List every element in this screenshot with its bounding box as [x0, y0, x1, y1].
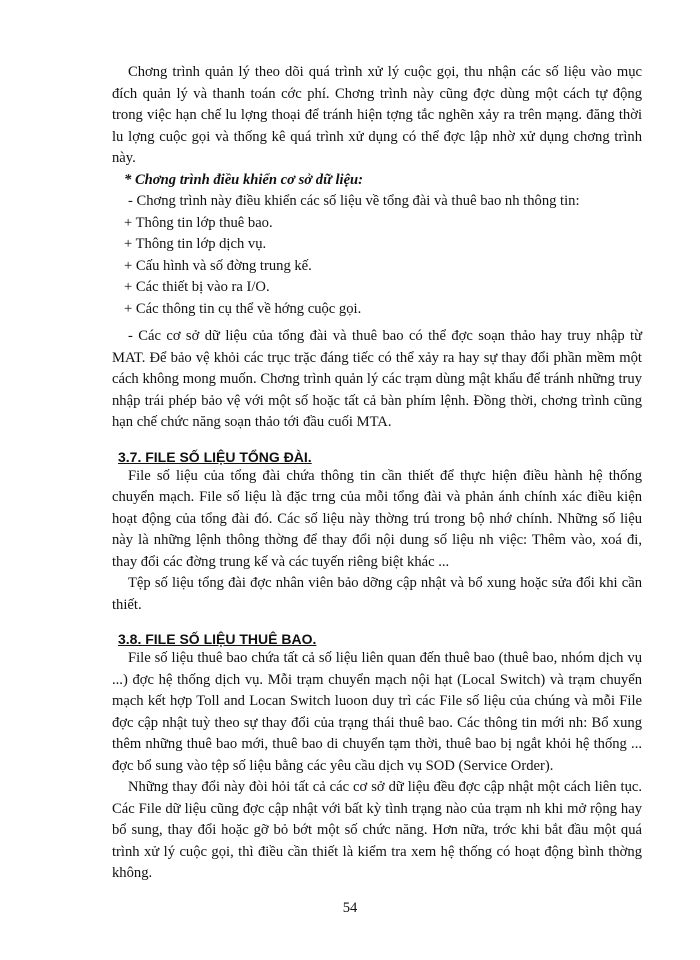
spacer — [112, 434, 642, 448]
database-control-paragraph: - Chơng trình này điều khiển các số liệu về tổng đài và thuê bao nh thông tin: — [128, 193, 580, 209]
database-protection-paragraph: - Các cơ sở dữ liệu của tổng đài và thuê bao có thể đợc soạn thảo hay truy nhập từ MAT. Để bảo vệ khỏi các trục trặc đáng tiếc có thể xảy ra hay sự thay đổi phần mềm một cách không mong muốn. Chơng trình quản lý các trạm dùng mật khẩu để tránh những truy nhập trái phép bảo vệ với một số hoặc tất cả bàn phím lệnh. Đồng thời, chơng trình cũng hạn chế chức năng soạn thảo tới đầu cuối MTA. — [112, 328, 642, 430]
page-number: 54 — [342, 900, 358, 916]
database-info-list — [112, 213, 642, 321]
spacer — [112, 616, 642, 630]
list-item: + Các thông tin cụ thể về hớng cuộc gọi. — [124, 300, 362, 317]
section-3-7-paragraph-1: File số liệu của tổng đài chứa thông tin cần thiết để thực hiện điều hành hệ thống chuyển mạch. File số liệu là đặc trng của mỗi tổng đài và phản ánh chính xác điều kiện hoạt động của tổng đài đó. Các số liệu này thờng trú trong bộ nhớ chính. Những số liệu này là những lệnh thông thờng để thay đổi nội dung số liệu nh việc: Thêm vào, xoá đi, thay đổi các đờng trung kế và các tuyến riêng biệt khác ... — [112, 467, 642, 570]
list-item: + Thông tin lớp dịch vụ. — [124, 236, 267, 252]
section-3-8-paragraph-2: Những thay đổi này đòi hỏi tất cả các cơ sở dữ liệu đều đợc cập nhật một cách liên tục. Các File dữ liệu cũng đợc cập nhật với bất kỳ tình trạng nào của trạm nh khi mở rộng hay bổ sung, thay đổi hoặc gỡ bỏ bớt một số chức năng. Hơn nữa, trớc khi bắt đầu một quá trình xử lý cuộc gọi, thì điều cần thiết là kiểm tra xem hệ thống có hoạt động bình thờng không. — [112, 779, 642, 881]
list-item: + Cấu hình và số đờng trung kế. — [124, 257, 312, 274]
section-heading-3-7: 3.7. FILE SỐ LIỆU TỔNG ĐÀI. — [118, 448, 312, 465]
list-item: + Các thiết bị vào ra I/O. — [124, 279, 270, 295]
list-item: + Thông tin lớp thuê bao. — [124, 214, 273, 231]
database-control-heading: * Chơng trình điều khiển cơ sở dữ liệu: — [124, 171, 364, 188]
intro-paragraph: Chơng trình quản lý theo dõi quá trình xử lý cuộc gọi, thu nhận các số liệu vào mục đích quản lý và thanh toán cớc phí. Chơng trình này cũng đợc dùng một cách tự động trong việc hạn chế lu lợng thoại để tránh hiện tợng tắc nghẽn xảy ra trên mạng. đăng thời lu lợng cuộc gọi và thống kê quá trình xử dụng có thể đợc lập nhờ xử dụng chơng trình này. — [112, 64, 642, 166]
section-heading-3-8: 3.8. FILE SỐ LIỆU THUÊ BAO. — [118, 631, 317, 647]
section-3-7-paragraph-2: Tệp số liệu tổng đài đợc nhân viên bảo dỡng cập nhật và bổ xung hoặc sửa đổi khi cần thiết. — [112, 575, 642, 613]
page-content — [112, 62, 642, 885]
section-3-8-paragraph-1: File số liệu thuê bao chứa tất cả số liệu liên quan đến thuê bao (thuê bao, nhóm dịch vụ ...) đợc hệ thống dịch vụ. Mỗi trạm chuyển mạch nội hạt (Local Switch) và trạm chuyển mạch kết hợp Toll and Locan Switch luoon duy trì các File số liệu của chúng và mỗi File đợc cập nhật tuỳ theo sự thay đổi của trạng thái thuê bao. Các thông tin mới nh: Bổ xung thêm những thuê bao mới, thuê bao di chuyển tạm thời, thuê bao bị ngắt khỏi hệ thống ... đợc bổ sung vào tệp số liệu bằng các yêu cầu dịch vụ SOD (Service Order). — [112, 650, 642, 774]
